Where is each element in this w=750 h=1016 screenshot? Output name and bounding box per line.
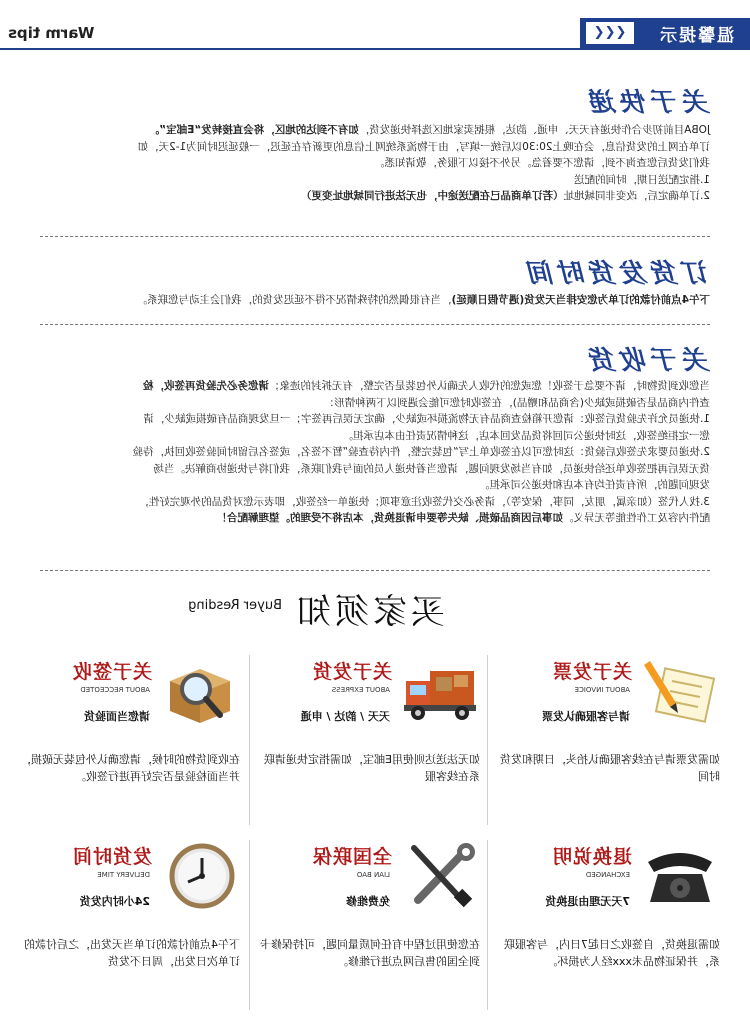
card-title: 发货时间 (71, 846, 152, 868)
divider (40, 324, 710, 325)
receiving-line: 3.找人代签（如亲属，朋友，同事，保安等），请务必交代签收注意事项；快递单一经签收，即表示您对货品的外观完好性， (138, 495, 710, 508)
tools-wrench-icon (400, 840, 480, 912)
receiving-text (30, 378, 710, 527)
receiving-title: 关于收货 (585, 346, 710, 376)
column-separator (487, 655, 488, 825)
card-subtitle: ABOUT INVOICE (574, 686, 630, 694)
card-title: 关于签收 (71, 661, 152, 683)
card-subtitle: LIAN BAO (356, 871, 390, 879)
card-title: 退换说明 (551, 846, 632, 868)
info-card-exchange (490, 840, 720, 1000)
shipping-line: 1.指定配送日期，时间的配送 (573, 173, 710, 186)
receiving-line: 当您收到货物时，请不要急于签收！您或您的代收人先确认外包装是否完整，有无拆封的迹象；请您务必先验货再签收，检 (143, 380, 710, 392)
card-description: 下午4点前付款的订单当天发出，之后付款的订单次日发出，周日不发货 (24, 938, 240, 968)
receiving-line: 1.快递员允许先验货后签收：请您开箱检查商品有无物流损坏或缺少，确定无误后再签字；一旦发现商品有破损或缺少，请 (143, 413, 710, 425)
receiving-line: 您一定拒绝签收，这时快递公司回将货品发回本店，这种情况责任由本店承担。 (342, 429, 710, 442)
card-description: 在收到货物的时候，请您确认外包装无破损，并当面检验是否完好再进行签收。 (20, 753, 240, 783)
buyer-notice-subtitle: Buyer Resding (188, 598, 282, 613)
buyer-notice-title: 买家须知 (293, 592, 445, 632)
order-line: 下午4点前付款的订单为您安排当天发货(遇节假日顺延)，当有很偶然的特殊情况不得不延迟发货的，我们会主动与您联系。 (136, 294, 710, 306)
warm-tips-label: Warm tips (8, 24, 95, 42)
header-tab (580, 18, 750, 48)
card-subtitle: ABOUT EXPRESS (331, 686, 390, 694)
receiving-line: 配件内容及工作性能等无异义。如事后因商品破损、缺失等要申请退换货，本店将不受理的。望理解配合！ (216, 512, 710, 524)
card-caption: 天天 / 韵达 / 申通 (300, 710, 390, 723)
shipping-line: 订单在网上的发货信息，会在晚上20:30以后统一填写，由于物流系统网上信息的更新存在延迟，一般延迟时间为1-2天，如 (137, 140, 710, 153)
card-caption: 7天无理由退换货 (545, 895, 630, 908)
shipping-line: 2.订单确定后，改变非同城地址（若订单商品已在配送途中，也无法进行同城地址变更） (300, 190, 710, 202)
info-card-warranty (250, 840, 480, 1000)
card-description: 如需退换货，自签收之日起7日内，与客服联系，并保证物品未xxx经人为损坏。 (504, 938, 720, 968)
header-bar (0, 18, 750, 50)
buyer-notice-banner (0, 580, 750, 630)
divider (40, 236, 710, 237)
info-card-express (250, 655, 480, 815)
shipping-title: 关于快递 (585, 88, 710, 118)
receiving-line: 发现问题的，所有责任均有本店和快递公司承担。 (479, 479, 710, 491)
arrows-icon: ❮❮❮ (586, 22, 634, 44)
divider (40, 570, 710, 571)
receiving-line: 货无误后再把签收单还给快递员，如有当场发现问题，请您当着快递人员的面与我们联系，我们将与快递协商解决。当场 (153, 462, 710, 475)
delivery-truck-icon (400, 655, 480, 727)
order-title: 订货发货时间 (523, 259, 710, 289)
header-title: 温馨提示 (658, 25, 734, 46)
card-caption: 免费维修 (346, 895, 390, 908)
order-text (30, 292, 710, 309)
clock-icon (160, 840, 240, 912)
receiving-line: 2.快递员要求先签收后验货：这时您可以在签收单上写“包装完整，件内待查验”暂不签名，或签名后留时间验签收回执，待验 (132, 446, 710, 458)
card-subtitle: DELIVERY TIME (97, 871, 150, 879)
card-caption: 请与客服确认发票 (542, 710, 630, 723)
card-caption: 24小时内发货 (79, 895, 150, 908)
info-card-receipt (10, 655, 240, 815)
card-title: 全国联保 (311, 846, 392, 868)
card-subtitle: ABOUT RECCEOTED (80, 686, 150, 694)
card-caption: 请您当面验货 (84, 710, 150, 723)
card-title: 关于发票 (551, 661, 632, 683)
invoice-pen-icon (640, 655, 720, 727)
shipping-line: JOBA目前初步合作快递有天天、申通、韵达，根据卖家地区选择快递发货，如有不到达的地区，将会直接转发“E邮宝”。 (148, 124, 710, 136)
card-description: 在您使用过程中有任何质量问题，可持保修卡到全国的售后网点进行维修。 (260, 938, 480, 968)
header-rule (0, 48, 750, 50)
info-card-invoice (490, 655, 720, 815)
shipping-text (30, 122, 710, 205)
column-separator (487, 840, 488, 1010)
telephone-icon (640, 840, 720, 912)
card-description: 如无法送达则使用E邮宝，如需指定快递请联系在线客服 (264, 753, 480, 783)
card-title: 关于发货 (311, 661, 392, 683)
receiving-line: 查件内商品是否破损或缺少(含商品和赠品)，在签收时您可能会遇到以下两种情形： (323, 396, 710, 409)
card-description: 如需发票请与在线客服确认抬头，日期和发货时间 (500, 753, 720, 783)
card-subtitle: EXCHANGED (585, 871, 630, 879)
info-card-delivery-time (10, 840, 240, 1000)
shipping-line: 我们发货后您查询不到，请您不要着急。另外不接以下服务，敬请知悉。 (374, 157, 710, 169)
magnifier-box-icon (160, 655, 240, 727)
